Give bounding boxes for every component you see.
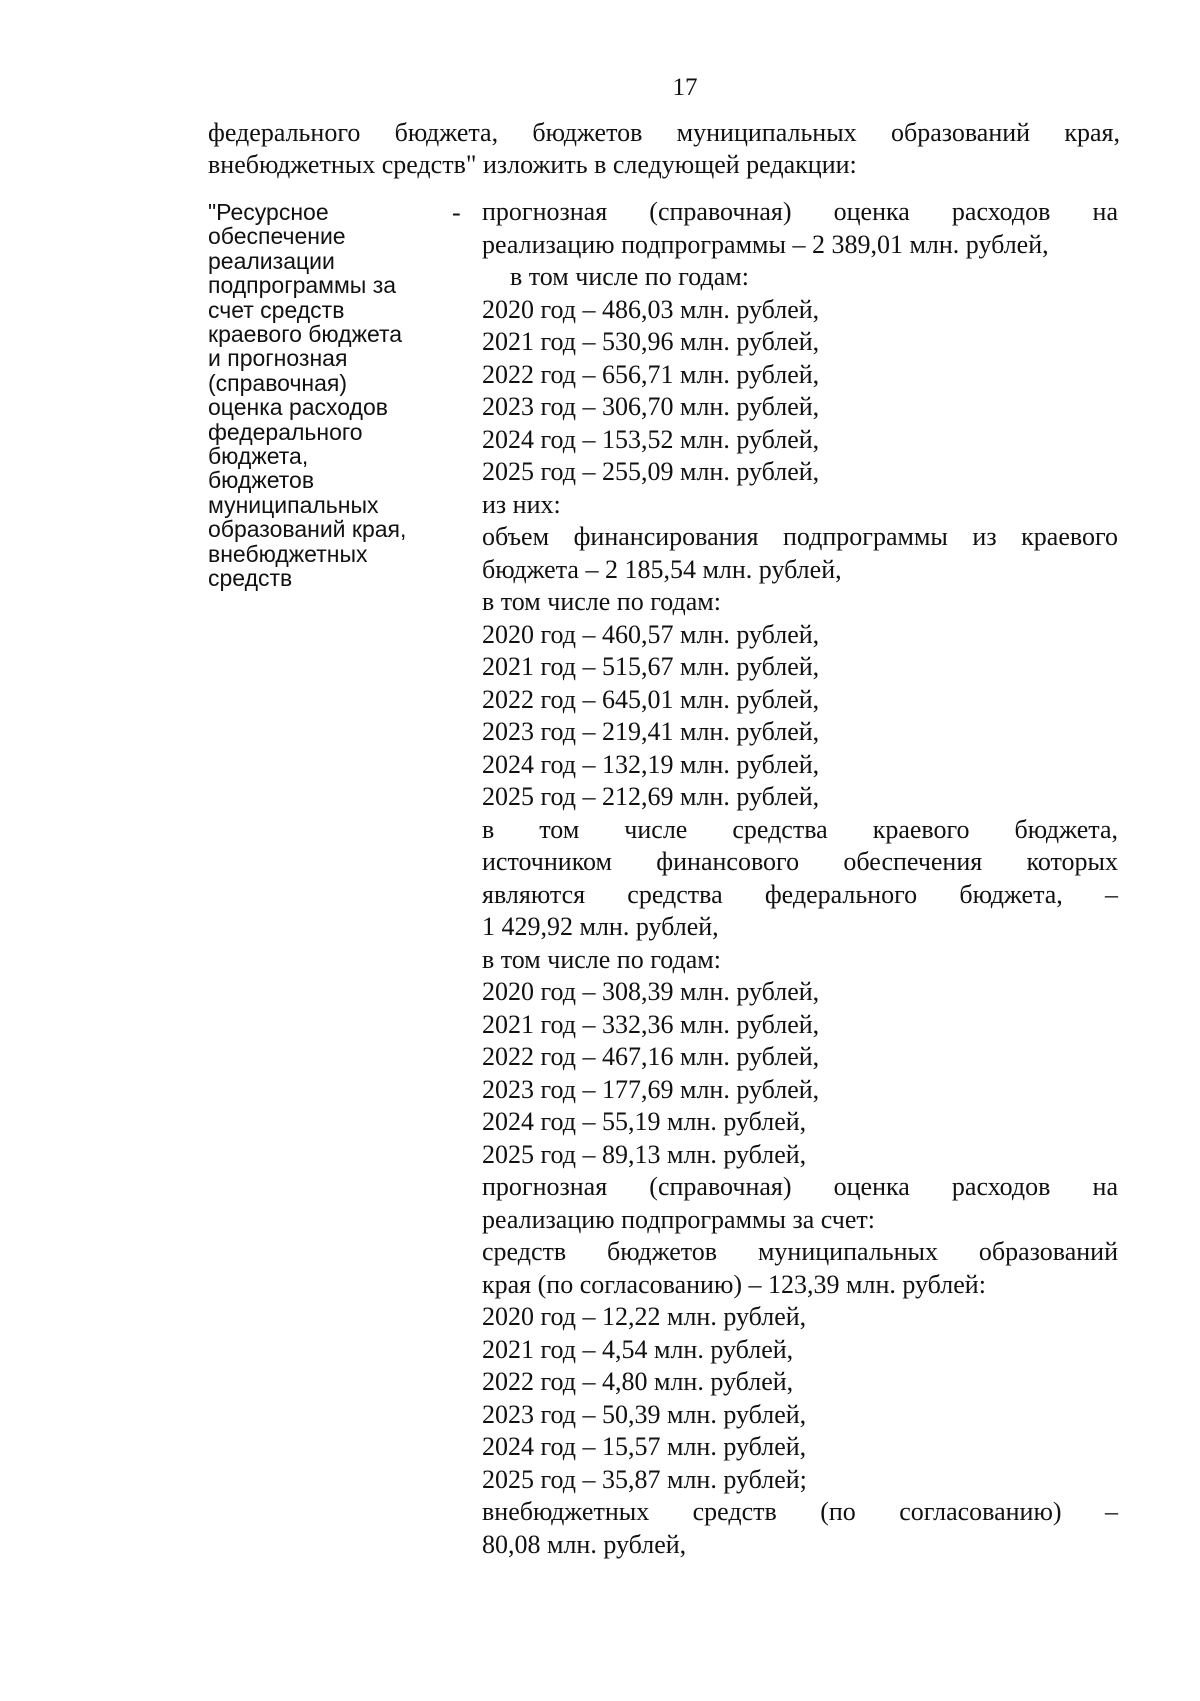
label-line: краевого бюджета	[208, 321, 403, 348]
value-line: реализацию подпрограммы за счет:	[482, 1204, 875, 1234]
resource-label	[208, 200, 440, 591]
value-line: объем финансирования подпрограммы из краевого	[482, 522, 1118, 551]
value-line: 2021 год – 530,96 млн. рублей,	[482, 327, 820, 356]
value-line: 2022 год – 645,01 млн. рублей,	[482, 684, 820, 714]
value-line: 2025 год – 35,87 млн. рублей;	[482, 1464, 807, 1494]
value-line: 2020 год – 12,22 млн. рублей,	[482, 1302, 807, 1331]
label-line: счет средств	[208, 296, 345, 323]
label-line: образований края,	[208, 516, 407, 543]
value-line: в том числе по годам:	[482, 944, 721, 974]
value-line: 2023 год – 219,41 млн. рублей,	[482, 717, 820, 746]
resource-values	[482, 196, 1118, 1561]
label-line: (справочная)	[208, 369, 348, 396]
value-line: 2023 год – 177,69 млн. рублей,	[482, 1074, 820, 1104]
intro-line-1: федерального бюджета, бюджетов муниципальных образований края,	[208, 118, 1120, 147]
label-line: "Ресурсное	[208, 199, 329, 225]
value-line: прогнозная (справочная) оценка расходов на	[482, 197, 1118, 226]
value-line: 2020 год – 486,03 млн. рублей,	[482, 294, 820, 324]
value-line: 2021 год – 332,36 млн. рублей,	[482, 1009, 820, 1039]
value-line: внебюджетных средств (по согласованию) –	[482, 1497, 1118, 1526]
value-line: прогнозная (справочная) оценка расходов на	[482, 1172, 1118, 1201]
label-line: бюджета,	[208, 443, 309, 470]
value-line: бюджета – 2 185,54 млн. рублей,	[482, 554, 842, 584]
value-line: 1 429,92 млн. рублей,	[482, 912, 719, 941]
value-line: 2025 год – 212,69 млн. рублей,	[482, 782, 820, 811]
separator-dash: -	[452, 198, 461, 227]
value-line: 2025 год – 255,09 млн. рублей,	[482, 457, 820, 486]
value-line: 2024 год – 153,52 млн. рублей,	[482, 424, 820, 454]
value-line: 2021 год – 515,67 млн. рублей,	[482, 652, 820, 681]
value-line: в том числе средства краевого бюджета,	[482, 814, 1118, 844]
value-line: в том числе по годам:	[482, 587, 721, 616]
value-line: 2024 год – 15,57 млн. рублей,	[482, 1432, 807, 1461]
page-number: 17	[672, 74, 698, 101]
value-line: 2020 год – 308,39 млн. рублей,	[482, 977, 820, 1006]
label-line: федерального	[208, 418, 363, 445]
value-line: 2022 год – 656,71 млн. рублей,	[482, 359, 820, 389]
label-line: оценка расходов	[208, 394, 388, 421]
value-line: 2022 год – 4,80 млн. рублей,	[482, 1367, 794, 1396]
value-line: 2023 год – 306,70 млн. рублей,	[482, 392, 820, 421]
label-line: муниципальных	[208, 491, 379, 518]
value-line: 2024 год – 55,19 млн. рублей,	[482, 1107, 807, 1136]
value-line: 2020 год – 460,57 млн. рублей,	[482, 619, 820, 649]
value-line: являются средства федерального бюджета, –	[482, 879, 1118, 909]
label-line: внебюджетных	[208, 540, 368, 567]
value-line: средств бюджетов муниципальных образований	[482, 1237, 1118, 1266]
label-line: средств	[208, 565, 293, 592]
value-line: 2021 год – 4,54 млн. рублей,	[482, 1334, 794, 1364]
label-line: и прогнозная	[208, 345, 348, 372]
label-line: подпрограммы за	[208, 272, 397, 299]
intro-paragraph	[208, 117, 1120, 181]
label-line: бюджетов	[208, 467, 315, 494]
label-line: обеспечение	[208, 223, 346, 250]
label-line: реализации	[208, 247, 335, 274]
value-line: 2022 год – 467,16 млн. рублей,	[482, 1042, 820, 1071]
value-line: в том числе по годам:	[510, 262, 749, 291]
value-line: края (по согласованию) – 123,39 млн. рублей:	[482, 1269, 986, 1299]
value-line: источником финансового обеспечения которых	[482, 847, 1118, 876]
value-line: реализацию подпрограммы – 2 389,01 млн. рублей,	[482, 229, 1049, 259]
intro-line-2: внебюджетных средств" изложить в следующей редакции:	[208, 150, 857, 179]
value-line: 2024 год – 132,19 млн. рублей,	[482, 749, 820, 779]
value-line: 2023 год – 50,39 млн. рублей,	[482, 1399, 807, 1429]
value-line: 2025 год – 89,13 млн. рублей,	[482, 1139, 807, 1169]
value-line: из них:	[482, 489, 561, 519]
value-line: 80,08 млн. рублей,	[482, 1529, 687, 1559]
